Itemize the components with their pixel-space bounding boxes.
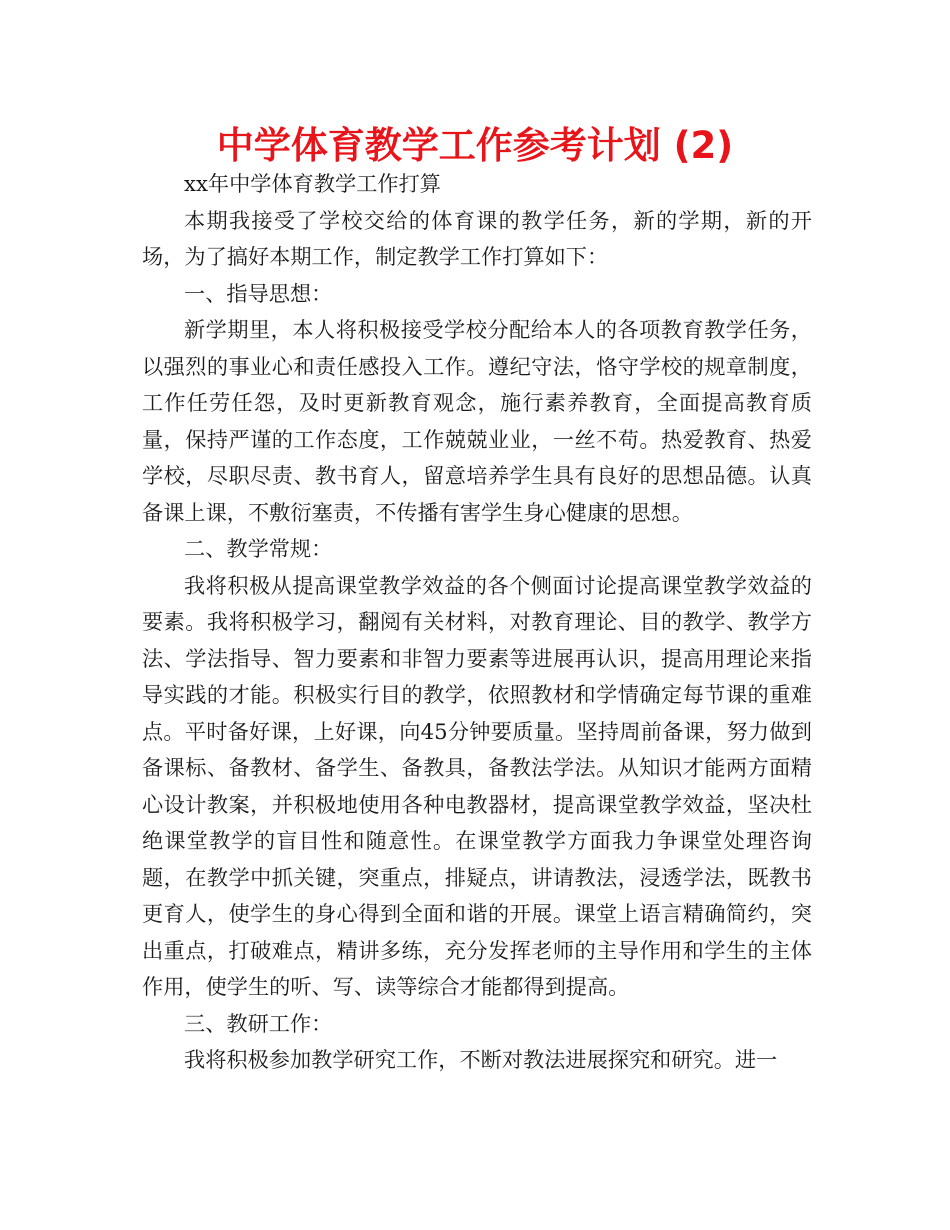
paragraph-guiding-thought: 新学期里，本人将积极接受学校分配给本人的各项教育教学任务，以强烈的事业心和责任感投入工作。遵纪守法，恪守学校的规章制度，工作任劳任怨，及时更新教育观念，施行素养教育，全面提高教育质量，保持严谨的工作态度，工作兢兢业业，一丝不苟。热爱教育、热爱学校，尽职尽责、教书育人，留意培养学生具有良好的思想品德。认真备课上课，不敷衍塞责，不传播有害学生身心健康的思想。 <box>142 317 812 525</box>
heading-guiding-thought: 一、指导思想： <box>184 280 333 306</box>
heading-teaching-research: 三、教研工作： <box>184 1010 333 1036</box>
paragraph-subtitle: xx年中学体育教学工作打算 <box>184 171 441 196</box>
heading-teaching-routine: 二、教学常规： <box>184 536 333 561</box>
document-body <box>142 166 812 1079</box>
document-title: 中学体育教学工作参考计划 (2) <box>216 124 734 167</box>
paragraph-teaching-routine: 我将积极从提高课堂教学效益的各个侧面讨论提高课堂教学效益的要素。我将积极学习，翻阅有关材料，对教育理论、目的教学、教学方法、学法指导、智力要素和非智力要素等进展再认识，提高用理论来指导实践的才能。积极实行目的教学，依照教材和学情确定每节课的重难点。平时备好课，上好课，向45分钟要质量。坚持周前备课，努力做到备课标、备教材、备学生、备教具，备教法学法。从知识才能两方面精心设计教案，并积极地使用各种电教器材，提高课堂教学效益，坚决杜绝课堂教学的盲目性和随意性。在课堂教学方面我力争课堂处理咨询题，在教学中抓关键，突重点，排疑点，讲请教法，浸透学法，既教书更育人，使学生的身心得到全面和谐的开展。课堂上语言精确简约，突出重点，打破难点，精讲多练，充分发挥老师的主导作用和学生的主体作用，使学生的听、写、读等综合才能都得到提高。 <box>142 572 812 999</box>
paragraph-teaching-research: 我将积极参加教学研究工作，不断对教法进展探究和研究。进一 <box>184 1047 778 1072</box>
paragraph-intro: 本期我接受了学校交给的体育课的教学任务，新的学期，新的开场，为了搞好本期工作，制定教学工作打算如下： <box>142 207 812 269</box>
